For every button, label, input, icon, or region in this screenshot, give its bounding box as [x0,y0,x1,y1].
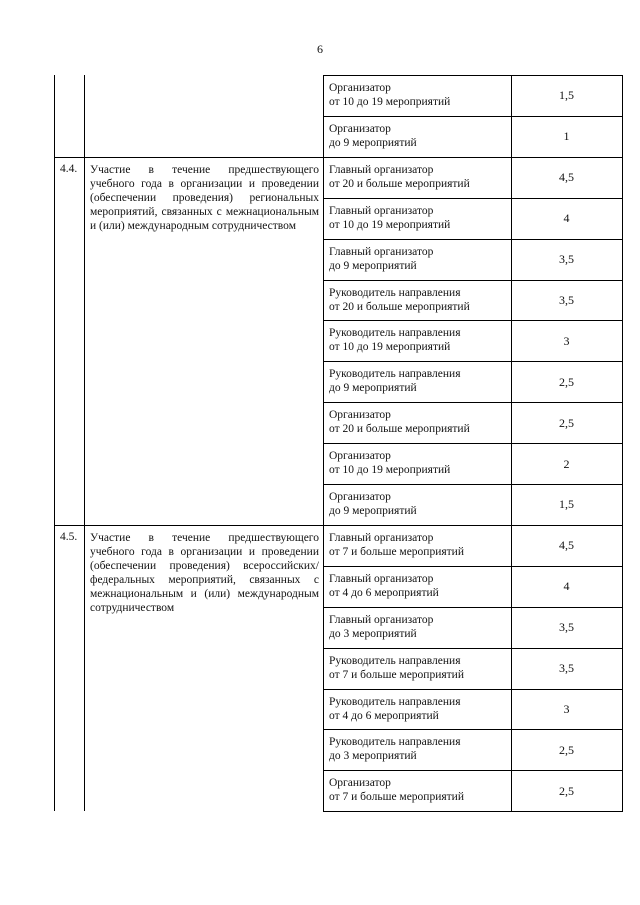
event-range: до 9 мероприятий [329,382,417,395]
role-name: Главный организатор [329,245,434,258]
score-cell: 3 [563,701,570,716]
role-cell [323,157,511,198]
event-range: до 9 мероприятий [329,136,417,149]
score-cell: 1 [563,129,570,144]
role-cell [323,443,511,484]
score-cell: 4 [563,211,570,226]
role-name: Главный организатор [329,613,434,626]
event-range: от 4 до 6 мероприятий [329,586,439,599]
section-number: 4.5. [60,530,78,543]
role-cell [323,770,511,811]
table-border [54,157,55,525]
role-name: Главный организатор [329,163,434,176]
role-cell [323,648,511,689]
score-cell: 4,5 [559,538,574,553]
role-cell [323,116,511,157]
event-range: от 4 до 6 мероприятий [329,709,439,722]
score-cell: 2,5 [559,374,574,389]
role-name: Руководитель направления [329,286,461,299]
score-cell: 4 [563,579,570,594]
table-border [622,75,623,811]
role-cell [323,361,511,402]
table-border [54,525,55,811]
section-description: Участие в течение предшествующего учебного года в организации и проведении (обеспечении проведения) региональных мероприятий, связанных с межнациональным и (или) международным сотрудничеством [90,163,319,232]
event-range: от 7 и больше мероприятий [329,791,464,804]
score-cell: 3,5 [559,620,574,635]
section-description: Участие в течение предшествующего учебного года в организации и проведении (обеспечении проведения) всероссийских/федеральных мероприятий, связанных с межнациональным и (или) международным сотрудничеством [90,531,319,614]
score-cell: 2,5 [559,783,574,798]
table-border [323,811,623,812]
role-name: Организатор [329,450,391,463]
event-range: от 10 до 19 мероприятий [329,464,451,477]
section-number: 4.4. [60,162,78,175]
role-name: Руководитель направления [329,327,461,340]
event-range: от 7 и больше мероприятий [329,545,464,558]
table-border [84,525,85,811]
role-cell [323,75,511,116]
score-cell: 2,5 [559,742,574,757]
role-name: Организатор [329,409,391,422]
table-border [84,157,85,525]
event-range: от 20 и больше мероприятий [329,300,470,313]
event-range: от 10 до 19 мероприятий [329,96,451,108]
role-cell [323,484,511,525]
role-cell [323,239,511,280]
event-range: до 9 мероприятий [329,505,417,517]
event-range: от 20 и больше мероприятий [329,423,470,436]
role-name: Организатор [329,777,391,790]
event-range: до 3 мероприятий [329,627,417,640]
role-cell [323,198,511,239]
role-cell [323,607,511,648]
role-name: Руководитель направления [329,736,461,749]
score-cell: 3 [563,333,570,348]
role-name: Руководитель направления [329,695,461,708]
score-cell: 2,5 [559,415,574,430]
event-range: от 10 до 19 мероприятий [329,218,451,231]
role-cell [323,729,511,770]
page-number: 6 [317,42,323,56]
role-name: Главный организатор [329,204,434,217]
role-name: Главный организатор [329,531,434,544]
role-name: Главный организатор [329,572,434,585]
score-cell: 4,5 [559,170,574,185]
event-range: до 9 мероприятий [329,259,417,272]
score-cell: 1,5 [559,497,574,512]
score-cell: 3,5 [559,292,574,307]
role-cell [323,689,511,730]
role-cell [323,320,511,361]
score-cell: 3,5 [559,661,574,676]
table-border [84,75,85,157]
role-name: Организатор [329,122,391,135]
event-range: до 3 мероприятий [329,750,417,763]
role-name: Организатор [329,82,391,94]
event-range: от 20 и больше мероприятий [329,177,470,190]
role-name: Руководитель направления [329,368,461,381]
score-cell: 3,5 [559,252,574,267]
table-border [323,75,324,811]
role-cell [323,525,511,566]
role-name: Организатор [329,491,391,503]
score-cell: 2 [563,456,570,471]
role-cell [323,566,511,607]
table-border [54,75,55,157]
event-range: от 10 до 19 мероприятий [329,341,451,354]
event-range: от 7 и больше мероприятий [329,668,464,681]
role-cell [323,280,511,321]
role-cell [323,402,511,443]
table-border [511,75,512,811]
role-name: Руководитель направления [329,654,461,667]
score-cell: 1,5 [559,88,574,103]
